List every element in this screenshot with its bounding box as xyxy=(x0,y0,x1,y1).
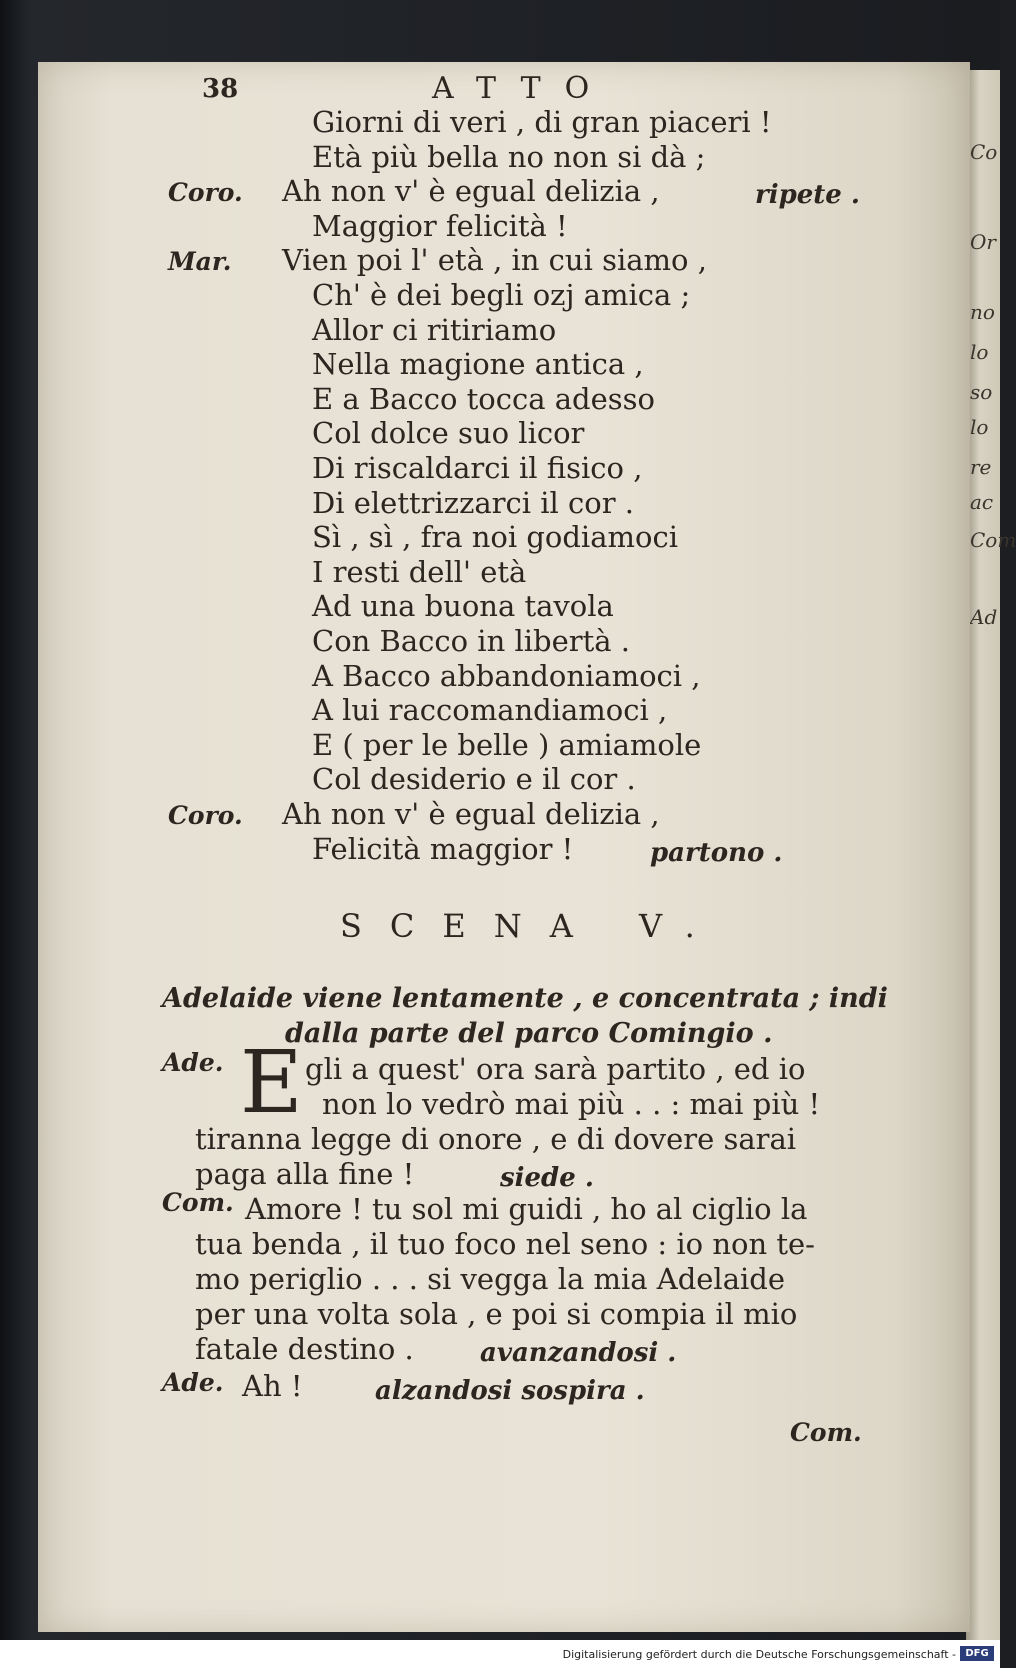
prose-line: non lo vedrò mai più . . : mai più ! xyxy=(322,1087,821,1121)
verse-line: Ad una buona tavola xyxy=(312,589,614,624)
speaker-label: Ade. xyxy=(162,1368,224,1397)
stage-direction-inline: siede . xyxy=(500,1163,594,1193)
prose-line: gli a quest' ora sarà partito , ed io xyxy=(305,1052,806,1086)
facing-page-fragment: lo xyxy=(970,340,989,364)
drop-cap: E xyxy=(240,1033,303,1133)
speaker-label: Coro. xyxy=(168,178,243,208)
footer-credit: Digitalisierung gefördert durch die Deutsche Forschungsgemeinschaft - xyxy=(562,1648,956,1661)
verse-line: Nella magione antica , xyxy=(312,347,644,382)
stage-direction-inline: partono . xyxy=(650,837,783,868)
verse-line: Giorni di veri , di gran piaceri ! xyxy=(312,105,772,139)
verse-line: Col dolce suo licor xyxy=(312,416,585,451)
stage-direction-inline: ripete . xyxy=(755,180,860,211)
page-number: 38 xyxy=(202,74,239,104)
stage-direction-line: dalla parte del parco Comingio . xyxy=(285,1018,773,1049)
verse-line: Sì , sì , fra noi godiamoci xyxy=(312,520,678,555)
stage-direction-inline: avanzandosi . xyxy=(480,1338,677,1368)
verse-line: Di riscaldarci il fisico , xyxy=(312,451,643,485)
footer-bar xyxy=(0,1640,1000,1668)
running-title: ATTO xyxy=(432,71,614,106)
speaker-label: Coro. xyxy=(168,801,243,830)
verse-line: Età più bella no non si dà ; xyxy=(312,139,706,174)
verse-line: Vien poi l' età , in cui siamo , xyxy=(282,243,707,278)
facing-page-fragment: Or xyxy=(970,230,996,254)
prose-line: paga alla fine ! xyxy=(195,1157,415,1191)
facing-page-fragment: so xyxy=(970,380,993,404)
facing-page-edge xyxy=(966,70,1016,1640)
facing-page-fragment: Co xyxy=(970,140,998,164)
verse-line: Di elettrizzarci il cor . xyxy=(312,485,635,520)
facing-page-fragment: Com xyxy=(970,528,1016,552)
speaker-label: Mar. xyxy=(168,247,232,277)
facing-page-fragment: ac xyxy=(970,490,994,514)
verse-line: Ah non v' è egual delizia , xyxy=(282,174,660,209)
verse-line: Maggior felicità ! xyxy=(312,208,568,243)
facing-page-fragment: re xyxy=(970,455,992,479)
verse-line: Ch' è dei begli ozj amica ; xyxy=(312,278,691,312)
stage-direction-line: Adelaide viene lentamente , e concentrata ; indi xyxy=(162,983,888,1014)
prose-line: per una volta sola , e poi si compia il mio xyxy=(195,1297,798,1331)
verse-line: I resti dell' età xyxy=(312,554,527,589)
prose-line: Ah ! xyxy=(242,1369,303,1403)
catchword: Com. xyxy=(790,1418,862,1447)
stage-direction-inline: alzandosi sospira . xyxy=(375,1376,645,1406)
verse-line: A lui raccomandiamoci , xyxy=(312,693,668,728)
speaker-label: Ade. xyxy=(162,1048,224,1077)
facing-page-fragment: lo xyxy=(970,415,989,439)
verse-line: Col desiderio e il cor . xyxy=(312,762,636,797)
prose-line: tiranna legge di onore , e di dovere sarai xyxy=(195,1122,797,1156)
speaker-label: Com. xyxy=(162,1188,234,1217)
prose-line: tua benda , il tuo foco nel seno : io non te- xyxy=(195,1227,815,1261)
facing-page-fragment: Ad xyxy=(970,605,998,629)
verse-line: Ah non v' è egual delizia , xyxy=(282,797,660,831)
dfg-logo: DFG xyxy=(960,1646,994,1661)
facing-page-fragment: no xyxy=(970,300,995,324)
verse-line: E a Bacco tocca adesso xyxy=(312,381,656,416)
prose-line: mo periglio . . . si vegga la mia Adelaide xyxy=(195,1262,785,1296)
verse-line: Allor ci ritiriamo xyxy=(312,312,557,347)
verse-line: Con Bacco in libertà . xyxy=(312,624,630,658)
verse-line: E ( per le belle ) amiamole xyxy=(312,727,702,762)
verse-line: Felicità maggior ! xyxy=(312,831,574,866)
scene-heading: SCENA V. xyxy=(340,907,723,945)
prose-line: fatale destino . xyxy=(195,1332,414,1366)
prose-line: Amore ! tu sol mi guidi , ho al ciglio la xyxy=(245,1192,808,1226)
verse-line: A Bacco abbandoniamoci , xyxy=(312,658,701,693)
